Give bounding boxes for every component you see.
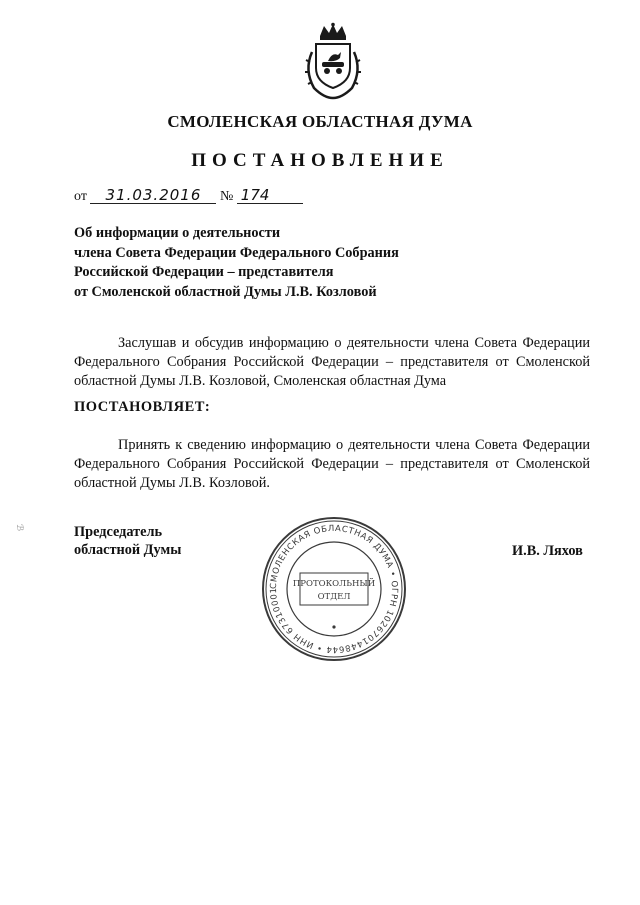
round-seal-stamp-icon — [260, 515, 408, 663]
document-type-title: ПОСТАНОВЛЕНИЕ — [191, 150, 449, 171]
resolution-paragraph: Принять к сведению информацию о деятельности члена Совета Федерации Федерального Собрания Российской Федерации – представителя от Смоленской областной Думы Л.В. Козловой. — [74, 437, 590, 491]
signer-title-line: Председатель — [74, 524, 163, 540]
signer-title — [74, 523, 181, 559]
scan-margin-mark: ℬ — [15, 523, 26, 532]
decree-heading: ПОСТАНОВЛЯЕТ: — [74, 399, 211, 415]
number-label: № — [219, 189, 234, 204]
subject-line: от Смоленской областной Думы Л.В. Козловой — [74, 283, 377, 300]
subject-line: члена Совета Федерации Федерального Собрания — [74, 244, 399, 261]
date-from-label: от — [74, 189, 87, 204]
stamp-center-line: ПРОТОКОЛЬНЫЙ — [292, 579, 376, 589]
subject-line: Российской Федерации – представителя — [74, 264, 334, 280]
subject-line: Об информации о деятельности — [74, 225, 281, 241]
organization-title: СМОЛЕНСКАЯ ОБЛАСТНАЯ ДУМА — [167, 112, 473, 131]
signer-name: И.В. Ляхов — [512, 543, 583, 559]
document-date: 31.03.2016 — [90, 187, 216, 204]
stamp-center-line: ОТДЕЛ — [317, 592, 351, 602]
preamble-paragraph: Заслушав и обсудив информацию о деятельности члена Совета Федерации Федерального Собрания Российской Федерации – представителя от Смоленской областной Думы Л.В. Козловой, Смоленская областная Дума — [74, 335, 590, 389]
signer-title-line: областной Думы — [74, 542, 182, 558]
coat-of-arms-icon — [300, 22, 366, 102]
stamp-ring-text: СМОЛЕНСКАЯ ОБЛАСТНАЯ ДУМА • ОГРН 1026701448644 • ИНН 67310001 — [268, 523, 400, 655]
document-number: 174 — [237, 187, 303, 204]
document-subject — [74, 224, 399, 302]
date-number-line — [74, 187, 303, 205]
